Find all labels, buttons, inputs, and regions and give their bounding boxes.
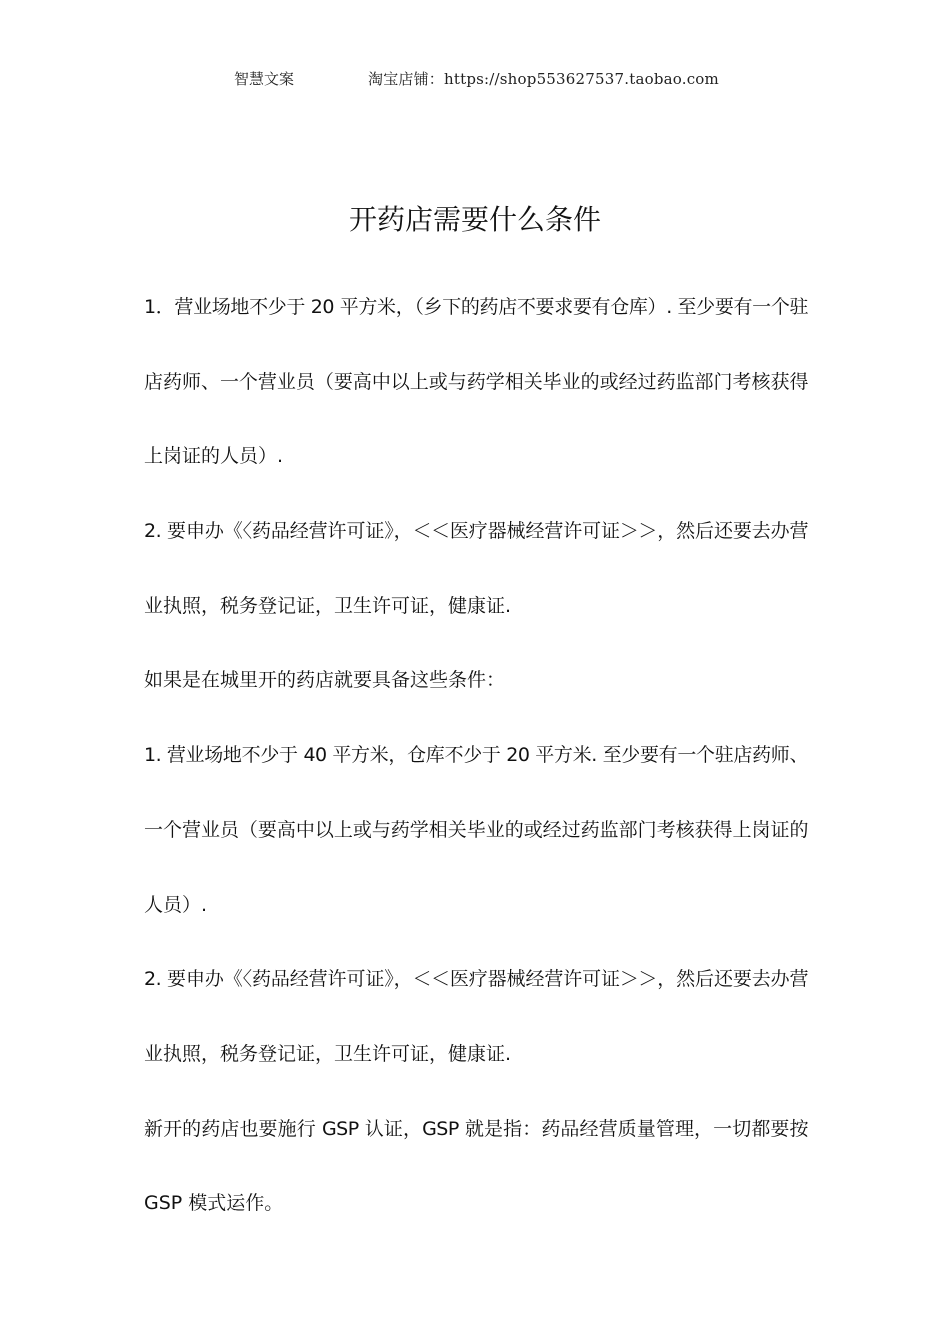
body-line: 业执照，税务登记证，卫生许可证，健康证. bbox=[144, 1042, 512, 1065]
header-shop-link[interactable]: 淘宝店铺：https://shop553627537.taobao.com bbox=[368, 70, 719, 88]
document-body bbox=[144, 270, 808, 1241]
body-line: GSP 模式运作。 bbox=[144, 1192, 284, 1215]
body-line: 店药师、一个营业员（要高中以上或与药学相关毕业的或经过药监部门考核获得 bbox=[144, 370, 808, 393]
header-brand: 智慧文案 bbox=[234, 70, 295, 88]
page-header bbox=[0, 64, 950, 94]
body-line: 上岗证的人员）. bbox=[144, 445, 284, 468]
body-line: 1. 营业场地不少于 40 平方米，仓库不少于 20 平方米. 至少要有一个驻店药师、 bbox=[144, 744, 808, 767]
body-line: 2. 要申办《〈药品经营许可证》，＜＜医疗器械经营许可证＞＞，然后还要去办营 bbox=[144, 520, 808, 543]
body-line: 2. 要申办《〈药品经营许可证》，＜＜医疗器械经营许可证＞＞，然后还要去办营 bbox=[144, 968, 808, 991]
body-line: 新开的药店也要施行 GSP 认证，GSP 就是指：药品经营质量管理，一切都要按 bbox=[144, 1117, 808, 1140]
body-line: 1．营业场地不少于 20 平方米，（乡下的药店不要求要有仓库）. 至少要有一个驻 bbox=[144, 296, 808, 318]
body-line: 人员）. bbox=[144, 893, 208, 916]
body-line: 业执照，税务登记证，卫生许可证，健康证. bbox=[144, 594, 512, 617]
body-line: 一个营业员（要高中以上或与药学相关毕业的或经过药监部门考核获得上岗证的 bbox=[144, 818, 808, 841]
body-line: 如果是在城里开的药店就要具备这些条件： bbox=[144, 669, 506, 692]
document-title: 开药店需要什么条件 bbox=[348, 203, 601, 236]
